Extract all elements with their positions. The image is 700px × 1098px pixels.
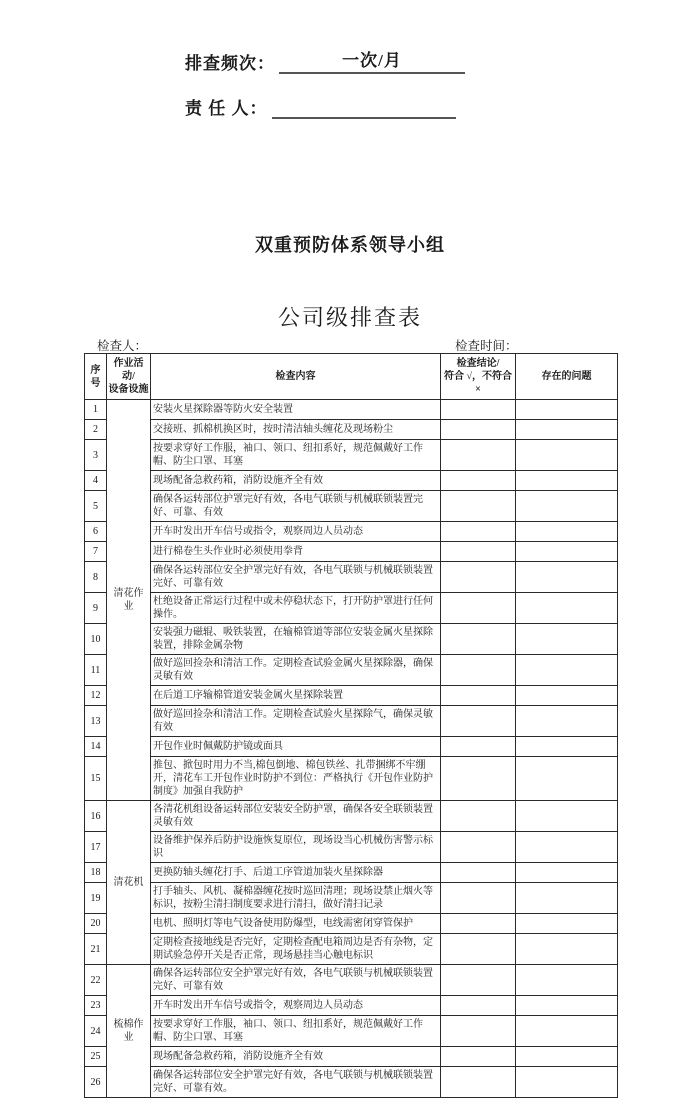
row-number-cell: 1 (85, 400, 107, 420)
problem-cell (516, 1047, 618, 1067)
inspection-table (84, 353, 618, 1098)
row-number-cell: 4 (85, 471, 107, 491)
conclusion-cell (441, 737, 516, 757)
content-cell: 做好巡回捡杂和清洁工作。定期检查试验火星探除气，确保灵敏有效 (151, 706, 441, 737)
content-cell: 在后道工序输棉管道安装金属火星探除装置 (151, 686, 441, 706)
group-label-cell: 清花机 (107, 801, 151, 965)
content-cell: 开车时发出开车信号或指令，观察周边人员动态 (151, 522, 441, 542)
row-number-cell: 6 (85, 522, 107, 542)
conclusion-cell (441, 522, 516, 542)
conclusion-cell (441, 914, 516, 934)
row-number-cell: 17 (85, 832, 107, 863)
table-row (85, 706, 618, 737)
table-row (85, 996, 618, 1016)
group-label-cell: 梳棉作业 (107, 965, 151, 1098)
conclusion-cell (441, 883, 516, 914)
row-number-cell: 8 (85, 562, 107, 593)
conclusion-cell (441, 1016, 516, 1047)
content-cell: 现场配备急救药箱，消防设施齐全有效 (151, 1047, 441, 1067)
content-cell: 定期检查接地线是否完好，定期检查配电箱周边是否有杂物，定期试验急停开关是否正常，现场悬挂当心触电标识 (151, 934, 441, 965)
problem-cell (516, 562, 618, 593)
table-row (85, 934, 618, 965)
row-number-cell: 23 (85, 996, 107, 1016)
content-cell: 电机、照明灯等电气设备使用防爆型，电线需密闭穿管保护 (151, 914, 441, 934)
table-row (85, 522, 618, 542)
conclusion-cell (441, 1047, 516, 1067)
inspection-time-label: 检查时间： (455, 339, 518, 353)
problem-cell (516, 624, 618, 655)
problem-cell (516, 522, 618, 542)
content-cell: 开包作业时佩戴防护镜或面具 (151, 737, 441, 757)
table-row (85, 686, 618, 706)
content-cell: 现场配备急救药箱，消防设施齐全有效 (151, 471, 441, 491)
frequency-line (185, 49, 465, 74)
row-number-cell: 22 (85, 965, 107, 996)
row-number-cell: 25 (85, 1047, 107, 1067)
problem-cell (516, 863, 618, 883)
table-row (85, 914, 618, 934)
problem-cell (516, 996, 618, 1016)
table-row (85, 400, 618, 420)
row-number-cell: 10 (85, 624, 107, 655)
table-row (85, 1067, 618, 1098)
header-cell-2: 检查内容 (151, 354, 441, 400)
problem-cell (516, 420, 618, 440)
row-number-cell: 15 (85, 757, 107, 801)
table-row (85, 624, 618, 655)
row-number-cell: 12 (85, 686, 107, 706)
problem-cell (516, 1067, 618, 1098)
table-row (85, 1016, 618, 1047)
inspection-table-body (85, 400, 618, 1098)
header-cell-0: 序号 (85, 354, 107, 400)
row-number-cell: 2 (85, 420, 107, 440)
problem-cell (516, 965, 618, 996)
table-row (85, 883, 618, 914)
row-number-cell: 21 (85, 934, 107, 965)
conclusion-cell (441, 624, 516, 655)
conclusion-cell (441, 1067, 516, 1098)
problem-cell (516, 542, 618, 562)
conclusion-cell (441, 440, 516, 471)
content-cell: 各清花机组设备运转部位安装安全防护罩，确保各安全联锁装置灵敏有效 (151, 801, 441, 832)
content-cell: 杜绝设备正常运行过程中或未停稳状态下，打开防护罩进行任何操作。 (151, 593, 441, 624)
table-row (85, 440, 618, 471)
row-number-cell: 19 (85, 883, 107, 914)
responsible-line (185, 94, 456, 119)
row-number-cell: 14 (85, 737, 107, 757)
problem-cell (516, 440, 618, 471)
header-cell-3: 检查结论/ 符合 √，不符合× (441, 354, 516, 400)
row-number-cell: 9 (85, 593, 107, 624)
problem-cell (516, 471, 618, 491)
group-label-cell: 清花作业 (107, 400, 151, 801)
table-row (85, 542, 618, 562)
row-number-cell: 7 (85, 542, 107, 562)
problem-cell (516, 400, 618, 420)
conclusion-cell (441, 686, 516, 706)
content-cell: 确保各运转部位安全护罩完好有效，各电气联锁与机械联锁装置完好、可靠有效。 (151, 1067, 441, 1098)
content-cell: 更换防轴头缠花打手、后道工序管道加装火星探除器 (151, 863, 441, 883)
table-row (85, 863, 618, 883)
content-cell: 确保各运转部位护罩完好有效，各电气联锁与机械联锁装置完好、可靠、有效 (151, 491, 441, 522)
conclusion-cell (441, 542, 516, 562)
table-row (85, 593, 618, 624)
table-row (85, 1047, 618, 1067)
content-cell: 按要求穿好工作服，袖口、领口、纽扣系好，规范佩戴好工作帽、防尘口罩、耳塞 (151, 440, 441, 471)
conclusion-cell (441, 801, 516, 832)
table-row (85, 655, 618, 686)
problem-cell (516, 934, 618, 965)
row-number-cell: 18 (85, 863, 107, 883)
content-cell: 推包、掀包时用力不当,棉包倒地、棉包铁丝、扎带捆绑不牢绷开，清花车工开包作业时防护不到位：严格执行《开包作业防护制度》加强自我防护 (151, 757, 441, 801)
conclusion-cell (441, 562, 516, 593)
row-number-cell: 11 (85, 655, 107, 686)
problem-cell (516, 491, 618, 522)
problem-cell (516, 832, 618, 863)
conclusion-cell (441, 420, 516, 440)
org-heading: 双重预防体系领导小组 (255, 235, 445, 255)
problem-cell (516, 914, 618, 934)
frequency-underline (279, 50, 465, 74)
row-number-cell: 24 (85, 1016, 107, 1047)
responsible-label: 责 任 人： (185, 99, 268, 118)
problem-cell (516, 801, 618, 832)
row-number-cell: 5 (85, 491, 107, 522)
conclusion-cell (441, 832, 516, 863)
row-number-cell: 20 (85, 914, 107, 934)
content-cell: 交接班、抓棉机换区时，按时清洁轴头缠花及现场粉尘 (151, 420, 441, 440)
content-cell: 安装强力磁辊、吸铁装置，在输棉管道等部位安装金属火星探除装置，排除金属杂物 (151, 624, 441, 655)
conclusion-cell (441, 400, 516, 420)
content-cell: 确保各运转部位安全护罩完好有效，各电气联锁与机械联锁装置完好、可靠有效 (151, 562, 441, 593)
row-number-cell: 3 (85, 440, 107, 471)
table-row (85, 737, 618, 757)
inspection-table-header (85, 354, 618, 400)
table-row (85, 491, 618, 522)
conclusion-cell (441, 655, 516, 686)
row-number-cell: 26 (85, 1067, 107, 1098)
content-cell: 打手轴头、风机、凝棉器缠花按时巡回清理；现场设禁止烟火等标识，按粉尘清扫制度要求进行清扫，做好清扫记录 (151, 883, 441, 914)
conclusion-cell (441, 757, 516, 801)
content-cell: 确保各运转部位安全护罩完好有效，各电气联锁与机械联锁装置完好、可靠有效 (151, 965, 441, 996)
table-row (85, 471, 618, 491)
content-cell: 进行棉卷生头作业时必须使用拳背 (151, 542, 441, 562)
content-cell: 安装火星探除器等防火安全装置 (151, 400, 441, 420)
problem-cell (516, 686, 618, 706)
responsible-underline (272, 95, 456, 119)
problem-cell (516, 737, 618, 757)
table-row (85, 965, 618, 996)
frequency-label: 排查频次： (185, 54, 275, 73)
row-number-cell: 13 (85, 706, 107, 737)
problem-cell (516, 1016, 618, 1047)
conclusion-cell (441, 965, 516, 996)
conclusion-cell (441, 863, 516, 883)
problem-cell (516, 593, 618, 624)
conclusion-cell (441, 934, 516, 965)
problem-cell (516, 883, 618, 914)
conclusion-cell (441, 706, 516, 737)
row-number-cell: 16 (85, 801, 107, 832)
frequency-value: 一次/月 (342, 51, 402, 70)
problem-cell (516, 757, 618, 801)
conclusion-cell (441, 593, 516, 624)
table-row (85, 562, 618, 593)
content-cell: 开车时发出开车信号或指令，观察周边人员动态 (151, 996, 441, 1016)
header-cell-4: 存在的问题 (516, 354, 618, 400)
content-cell: 做好巡回捡杂和清洁工作。定期检查试验金属火星探除器，确保灵敏有效 (151, 655, 441, 686)
content-cell: 设备维护保养后防护设施恢复原位，现场设当心机械伤害警示标识 (151, 832, 441, 863)
table-row (85, 420, 618, 440)
conclusion-cell (441, 491, 516, 522)
problem-cell (516, 655, 618, 686)
table-row (85, 801, 618, 832)
content-cell: 按要求穿好工作服，袖口、领口、纽扣系好，规范佩戴好工作帽、防尘口罩、耳塞 (151, 1016, 441, 1047)
page-title: 公司级排查表 (277, 305, 422, 330)
problem-cell (516, 706, 618, 737)
conclusion-cell (441, 471, 516, 491)
conclusion-cell (441, 996, 516, 1016)
table-row (85, 832, 618, 863)
header-cell-1: 作业活动/ 设备设施 (107, 354, 151, 400)
inspector-label: 检查人： (97, 339, 148, 353)
table-row (85, 757, 618, 801)
